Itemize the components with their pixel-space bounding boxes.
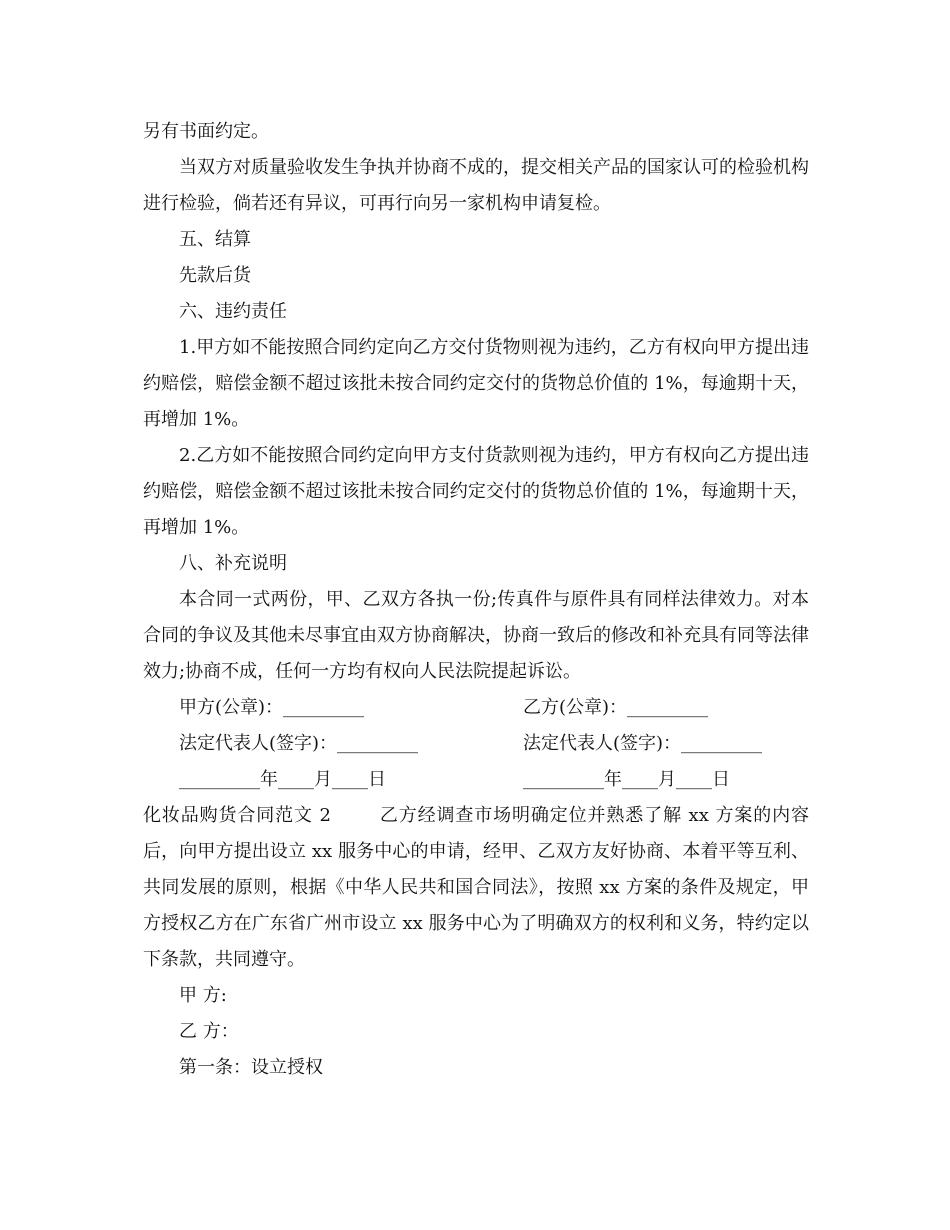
heading-settlement: 五、结算	[179, 229, 251, 250]
party-a-label: 甲 方:	[179, 985, 227, 1006]
article-1-heading: 第一条：设立授权	[179, 1057, 323, 1078]
second-contract-intro: 乙方经调查市场明确定位并熟悉了解 xx 方案的内容后，向甲方提出设立 xx 服务中心的申请，经甲、乙双方友好协商、本着平等互利、共同发展的原则，根据《中华人民共和国合同法》，按照 xx 方案的条件及规定，甲方授权乙方在广东省广州市设立 xx 服务中心为了明确双方的权利和义务，特约定以下条款，共同遵守。	[143, 805, 809, 970]
document-page	[143, 114, 809, 1086]
second-contract-title: 化妆品购货合同范文 2	[143, 805, 331, 826]
paragraph-written-agreement: 另有书面约定。	[143, 121, 269, 142]
paragraph-quality-dispute: 当双方对质量验收发生争执并协商不成的，提交相关产品的国家认可的检验机构进行检验，倘若还有异议，可再行向另一家机构申请复检。	[143, 157, 809, 214]
heading-supplementary: 八、补充说明	[179, 553, 287, 574]
party-a-representative-field: 法定代表人(签字)：_________	[179, 733, 419, 754]
heading-breach-liability: 六、违约责任	[179, 301, 287, 322]
signature-rep-row	[143, 726, 809, 762]
party-b-label: 乙 方：	[179, 1021, 239, 1042]
paragraph-breach-party-a: 1.甲方如不能按照合同约定向乙方交付货物则视为违约，乙方有权向甲方提出违约赔偿，赔偿金额不超过该批未按合同约定交付的货物总价值的 1%，每逾期十天，再增加 1%。	[143, 337, 809, 430]
party-b-representative-field: 法定代表人(签字)：_________	[523, 733, 763, 754]
party-a-date-field: _________年____月____日	[179, 769, 386, 790]
party-b-seal-field: 乙方(公章)：_________	[523, 697, 709, 718]
party-b-date-field: _________年____月____日	[523, 769, 730, 790]
paragraph-breach-party-b: 2.乙方如不能按照合同约定向甲方支付货款则视为违约，甲方有权向乙方提出违约赔偿，赔偿金额不超过该批未按合同约定交付的货物总价值的 1%，每逾期十天，再增加 1%。	[143, 445, 809, 538]
signature-seal-row	[143, 690, 809, 726]
party-a-seal-field: 甲方(公章)：_________	[179, 697, 365, 718]
signature-date-row	[143, 762, 809, 798]
paragraph-payment-terms: 先款后货	[179, 265, 251, 286]
paragraph-supplementary: 本合同一式两份，甲、乙双方各执一份;传真件与原件具有同样法律效力。对本合同的争议及其他未尽事宜由双方协商解决，协商一致后的修改和补充具有同等法律效力;协商不成，任何一方均有权向人民法院提起诉讼。	[143, 589, 809, 682]
second-contract-intro-block	[143, 798, 809, 978]
